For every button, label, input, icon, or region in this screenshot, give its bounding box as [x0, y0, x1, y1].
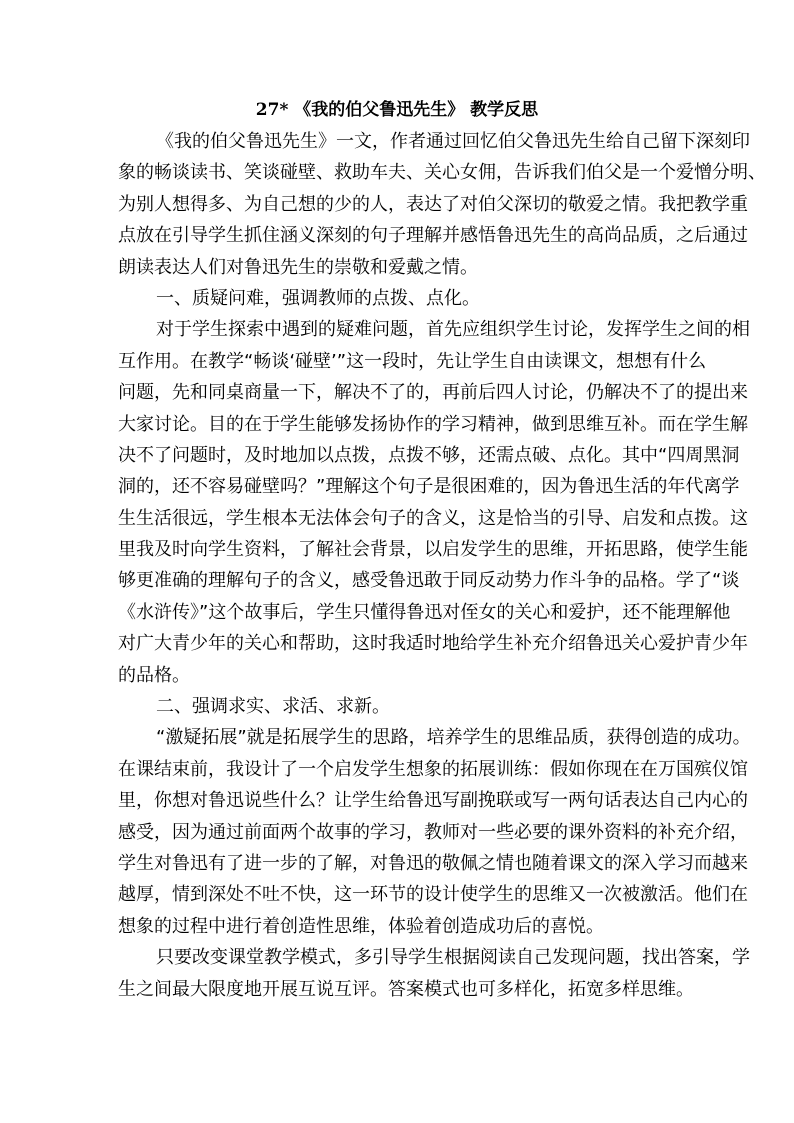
text-line: 点放在引导学生抓住涵义深刻的句子理解并感悟鲁迅先生的高尚品质，之后通过 — [118, 225, 748, 247]
paragraph — [118, 283, 684, 314]
text-line: 洞的，还不容易碰壁吗？”理解这个句子是很困难的，因为鲁迅生活的年代离学 — [118, 476, 740, 498]
paragraph — [118, 942, 750, 1005]
text-line: 生之间最大限度地开展互说互评。答案模式也可多样化，拓宽多样思维。 — [118, 978, 694, 1000]
text-line: 的品格。 — [118, 664, 190, 686]
document-body — [118, 126, 766, 1005]
text-line: 《我的伯父鲁迅先生》一文，作者通过回忆伯父鲁迅先生给自己留下深刻印 — [156, 131, 750, 152]
text-line: 象的畅谈读书、笑谈碰壁、救助车夫、关心女佣，告诉我们伯父是一个爱憎分明、 — [118, 162, 766, 184]
paragraph — [118, 314, 750, 691]
text-line: 互作用。在教学“畅谈‘碰壁’”这一段时，先让学生自由读课文，想想有什么 — [118, 350, 707, 372]
text-line: 对广大青少年的关心和帮助，这时我适时地给学生补充介绍鲁迅关心爱护青少年 — [118, 633, 748, 655]
text-line: 决不了问题时，及时地加以点拨，点拨不够，还需点破、点化。其中“四周黑洞 — [118, 444, 740, 466]
text-line: 大家讨论。目的在于学生能够发扬协作的学习精神，做到思维互补。而在学生解 — [118, 413, 748, 435]
paragraph — [118, 722, 751, 942]
text-line: 够更准确的理解句子的含义，感受鲁迅敢于同反动势力作斗争的品格。学了“谈 — [118, 570, 740, 592]
paragraph — [118, 126, 766, 283]
text-line: 二、强调求实、求活、求新。 — [156, 696, 390, 718]
document-title: 27* 《我的伯父鲁迅先生》 教学反思 — [255, 100, 539, 120]
text-line: 《水浒传》”这个故事后，学生只懂得鲁迅对侄女的关心和爱护，还不能理解他 — [118, 601, 731, 623]
text-line: 越厚，情到深处不吐不快，这一环节的设计使学生的思维又一次被激活。他们在 — [118, 884, 748, 906]
text-line: 想象的过程中进行着创造性思维，体验着创造成功后的喜悦。 — [118, 915, 604, 937]
text-line: 里，你想对鲁迅说些什么？让学生给鲁迅写副挽联或写一两句话表达自己内心的 — [118, 790, 748, 812]
paragraph — [118, 691, 684, 722]
text-line: 学生对鲁迅有了进一步的了解，对鲁迅的敬佩之情也随着课文的深入学习而越来 — [118, 852, 748, 874]
text-line: 为别人想得多、为自己想的少的人，表达了对伯父深切的敬爱之情。我把教学重 — [118, 193, 748, 215]
text-line: 问题，先和同桌商量一下，解决不了的，再前后四人讨论，仍解决不了的提出来 — [118, 382, 748, 404]
text-line: 生生活很远，学生根本无法体会句子的含义，这是恰当的引导、启发和点拨。这 — [118, 507, 748, 529]
text-line: 一、质疑问难，强调教师的点拨、点化。 — [156, 287, 480, 309]
text-line: 对于学生探索中遇到的疑难问题，首先应组织学生讨论，发挥学生之间的相 — [156, 319, 750, 341]
text-line: 朗读表达人们对鲁迅先生的崇敬和爱戴之情。 — [118, 256, 478, 278]
text-line: 里我及时向学生资料，了解社会背景，以启发学生的思维，开拓思路，使学生能 — [118, 539, 748, 561]
text-line: 在课结束前，我设计了一个启发学生想象的拓展训练：假如你现在在万国殡仪馆 — [118, 758, 748, 780]
text-line: 感受，因为通过前面两个故事的学习，教师对一些必要的课外资料的补充介绍， — [118, 821, 748, 843]
text-line: “激疑拓展”就是拓展学生的思路，培养学生的思维品质，获得创造的成功。 — [156, 727, 751, 749]
text-line: 只要改变课堂教学模式，多引导学生根据阅读自己发现问题，找出答案，学 — [156, 947, 750, 969]
